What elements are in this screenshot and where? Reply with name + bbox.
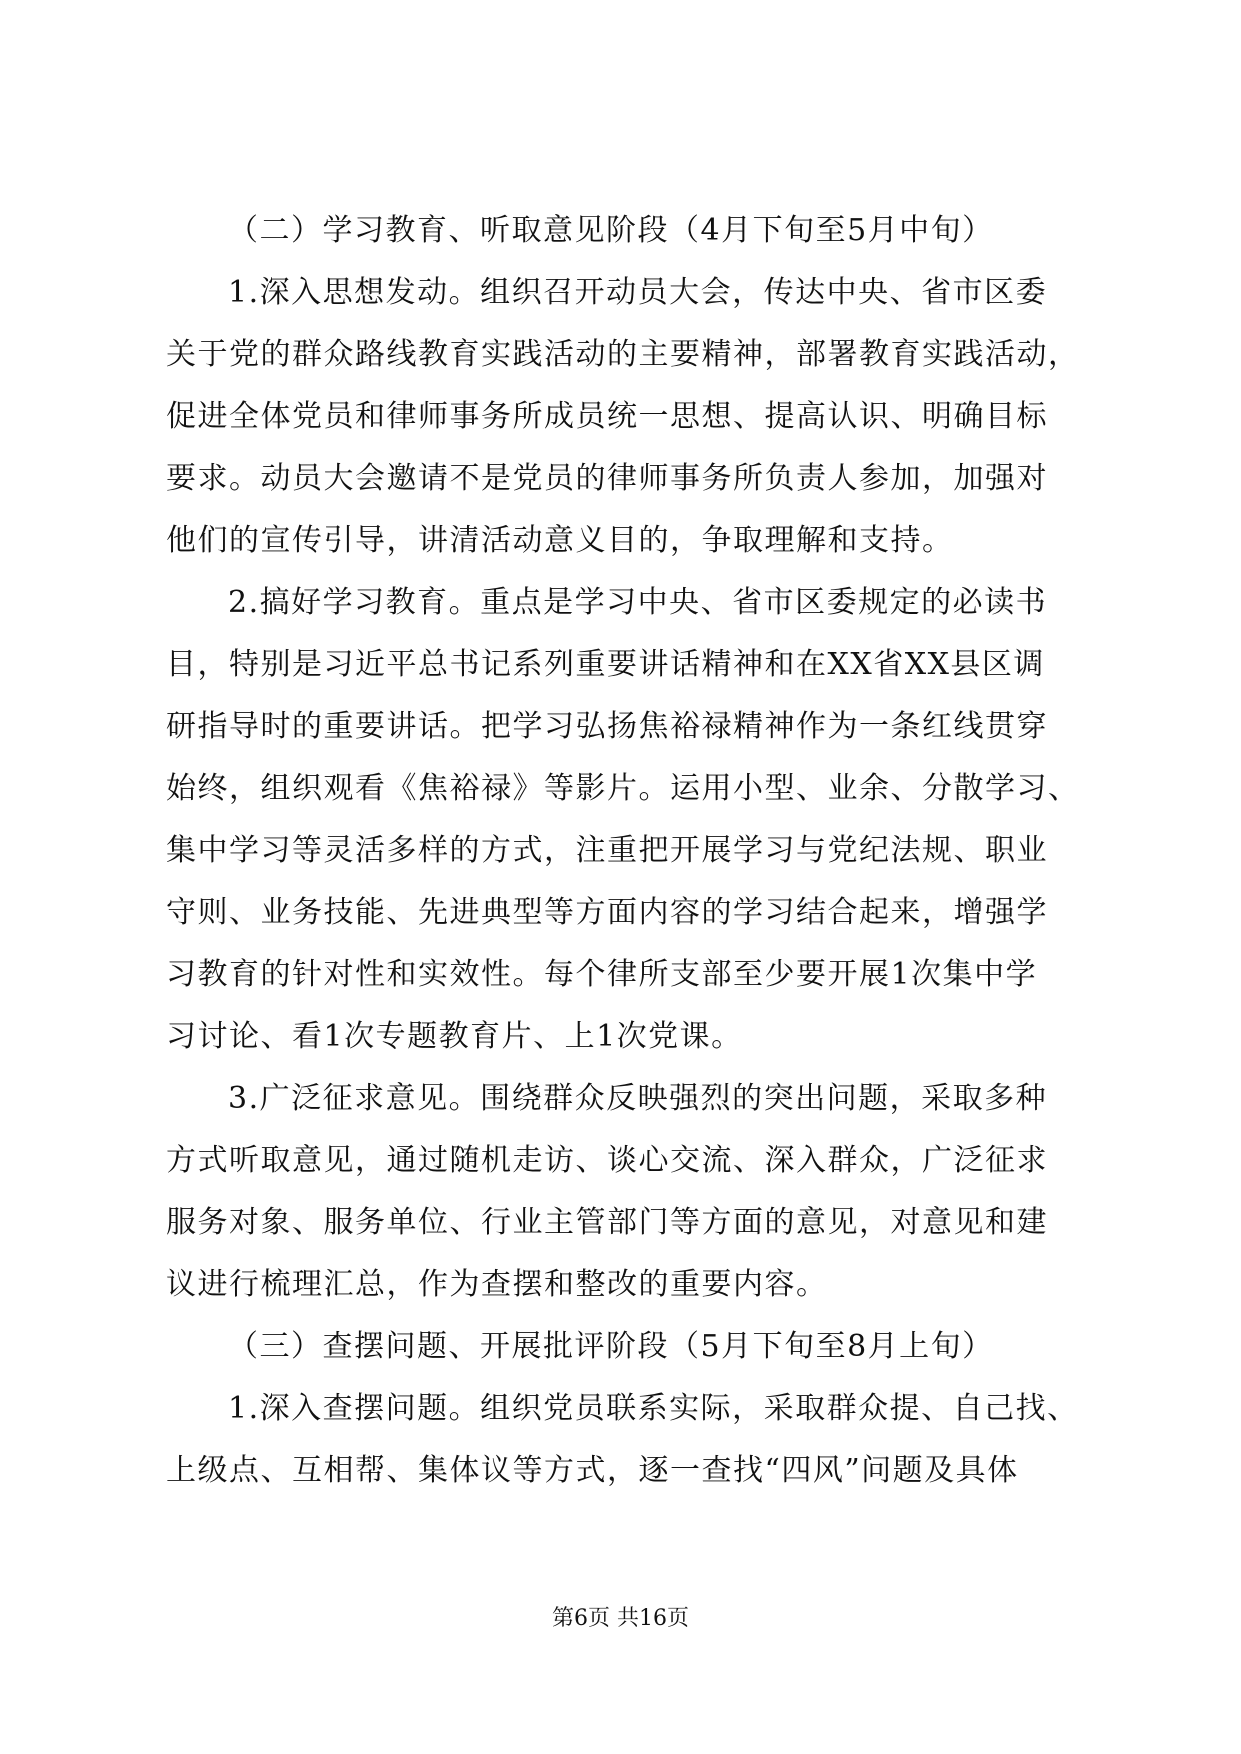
paragraph-line: 1.深入思想发动。组织召开动员大会，传达中央、省市区委: [228, 275, 1048, 310]
paragraph-line: 关于党的群众路线教育实践活动的主要精神，部署教育实践活动，: [166, 337, 1080, 372]
paragraph-line: 上级点、互相帮、集体议等方式，逐一查找“四风”问题及具体: [166, 1453, 1019, 1488]
paragraph-line: 集中学习等灵活多样的方式，注重把开展学习与党纪法规、职业: [166, 833, 1048, 868]
paragraph-line: 他们的宣传引导，讲清活动意义目的，争取理解和支持。: [166, 523, 954, 558]
paragraph-line: 始终，组织观看《焦裕禄》等影片。运用小型、业余、分散学习、: [166, 771, 1080, 806]
section-heading-2: （二）学习教育、听取意见阶段（4月下旬至5月中旬）: [228, 213, 994, 248]
paragraph-line: 要求。动员大会邀请不是党员的律师事务所负责人参加，加强对: [166, 461, 1048, 496]
paragraph-line: 议进行梳理汇总，作为查摆和整改的重要内容。: [166, 1267, 828, 1302]
page-number-footer: 第6页 共16页: [552, 1606, 689, 1631]
paragraph-line: 目，特别是习近平总书记系列重要讲话精神和在XX省XX县区调: [166, 647, 1045, 682]
document-body: [166, 200, 1086, 1502]
paragraph-line: 习讨论、看1次专题教育片、上1次党课。: [166, 1019, 743, 1054]
paragraph-line: 研指导时的重要讲话。把学习弘扬焦裕禄精神作为一条红线贯穿: [166, 709, 1048, 744]
section-heading-3: （三）查摆问题、开展批评阶段（5月下旬至8月上旬）: [228, 1329, 994, 1364]
paragraph-line: 3.广泛征求意见。围绕群众反映强烈的突出问题，采取多种: [228, 1081, 1048, 1116]
paragraph-line: 守则、业务技能、先进典型等方面内容的学习结合起来，增强学: [166, 895, 1048, 930]
paragraph-line: 方式听取意见，通过随机走访、谈心交流、深入群众，广泛征求: [166, 1143, 1048, 1178]
paragraph-line: 服务对象、服务单位、行业主管部门等方面的意见，对意见和建: [166, 1205, 1048, 1240]
paragraph-line: 促进全体党员和律师事务所成员统一思想、提高认识、明确目标: [166, 399, 1048, 434]
paragraph-line: 1.深入查摆问题。组织党员联系实际，采取群众提、自己找、: [228, 1391, 1079, 1426]
paragraph-line: 习教育的针对性和实效性。每个律所支部至少要开展1次集中学: [166, 957, 1038, 992]
paragraph-line: 2.搞好学习教育。重点是学习中央、省市区委规定的必读书: [228, 585, 1048, 620]
